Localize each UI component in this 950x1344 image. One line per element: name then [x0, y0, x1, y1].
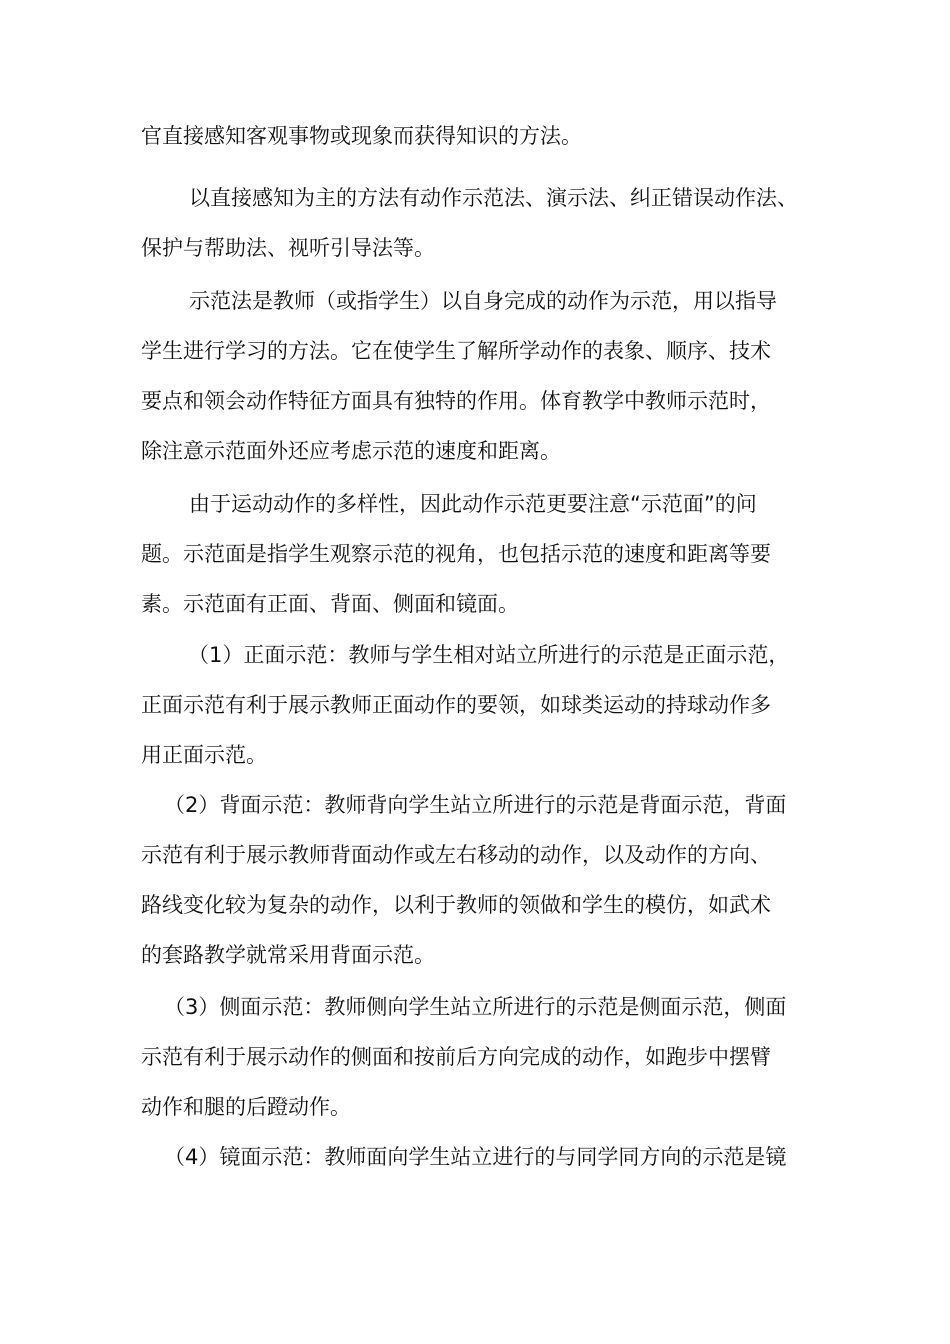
- text-line: 由于运动动作的多样性，因此动作示范更要注意“示范面”的问: [189, 492, 757, 516]
- text-line: 除注意示范面外还应考虑示范的速度和距离。: [141, 439, 561, 463]
- text-line: 要点和领会动作特征方面具有独特的作用。体育教学中教师示范时，: [141, 389, 771, 413]
- text-line: 正面示范有利于展示教师正面动作的要领，如球类运动的持球动作多: [141, 693, 771, 717]
- text-line: 的套路教学就常采用背面示范。: [141, 943, 435, 967]
- text-line: 素。示范面有正面、背面、侧面和镜面。: [141, 592, 519, 616]
- text-line: 示范有利于展示教师背面动作或左右移动的动作，以及动作的方向、: [141, 843, 771, 867]
- text-line: 示范有利于展示动作的侧面和按前后方向完成的动作，如跑步中摆臂: [141, 1045, 771, 1069]
- text-line: 路线变化较为复杂的动作，以利于教师的领做和学生的模仿，如武术: [141, 893, 771, 917]
- text-line: 用正面示范。: [141, 743, 267, 767]
- text-line: 示范法是教师（或指学生）以自身完成的动作为示范，用以指导: [189, 289, 777, 313]
- text-line: （3）侧面示范：教师侧向学生站立所进行的示范是侧面示范，侧面: [164, 995, 787, 1019]
- text-line: （1）正面示范：教师与学生相对站立所进行的示范是正面示范，: [188, 643, 790, 667]
- text-line: 题。示范面是指学生观察示范的视角，也包括示范的速度和距离等要: [141, 542, 771, 566]
- text-line: 动作和腿的后蹬动作。: [141, 1095, 351, 1119]
- text-line: （2）背面示范：教师背向学生站立所进行的示范是背面示范，背面: [164, 793, 787, 817]
- text-line: （4）镜面示范：教师面向学生站立进行的与同学同方向的示范是镜: [164, 1145, 787, 1169]
- text-line: 保护与帮助法、视听引导法等。: [141, 236, 435, 260]
- text-line: 学生进行学习的方法。它在使学生了解所学动作的表象、顺序、技术: [141, 339, 771, 363]
- text-line: 以直接感知为主的方法有动作示范法、演示法、纠正错误动作法、: [189, 186, 798, 210]
- text-line: 官直接感知客观事物或现象而获得知识的方法。: [141, 124, 582, 148]
